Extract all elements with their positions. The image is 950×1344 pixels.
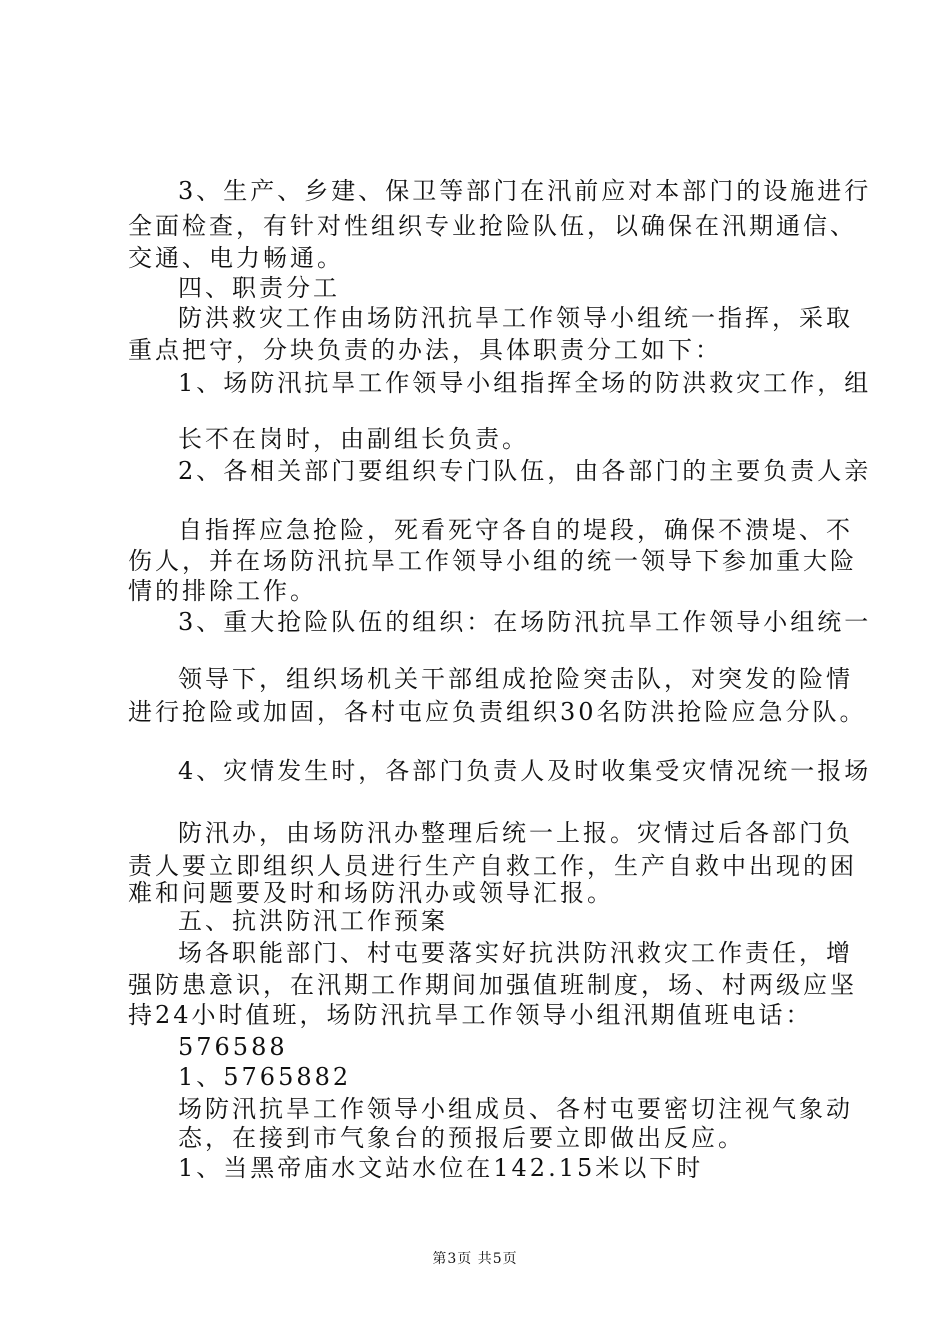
paragraph-line: 场防汛抗旱工作领导小组成员、各村屯要密切注视气象动 — [178, 1095, 853, 1123]
paragraph-line: 进行抢险或加固，各村屯应负责组织30名防洪抢险应急分队。 — [128, 698, 867, 726]
paragraph-line: 场各职能部门、村屯要落实好抗洪防汛救灾工作责任，增 — [178, 939, 853, 967]
paragraph-line: 重点把守，分块负责的办法，具体职责分工如下： — [128, 336, 722, 364]
paragraph-line: 强防患意识，在汛期工作期间加强值班制度，场、村两级应坚 — [128, 971, 857, 999]
paragraph-line: 长不在岗时，由副组长负责。 — [178, 425, 529, 453]
paragraph-line: 3、生产、乡建、保卫等部门在汛前应对本部门的设施进行 — [178, 177, 872, 205]
page-footer: 第3页 共5页 — [432, 1251, 518, 1267]
paragraph-line: 难和问题要及时和场防汛办或领导汇报。 — [128, 879, 614, 907]
section-heading: 四、职责分工 — [178, 274, 340, 302]
paragraph-line: 4、灾情发生时，各部门负责人及时收集受灾情况统一报场 — [178, 757, 872, 785]
paragraph-line: 自指挥应急抢险，死看死守各自的堤段，确保不溃堤、不 — [178, 516, 853, 544]
paragraph-line: 领导下，组织场机关干部组成抢险突击队，对突发的险情 — [178, 665, 853, 693]
paragraph-line: 防洪救灾工作由场防汛抗旱工作领导小组统一指挥，采取 — [178, 304, 853, 332]
paragraph-line: 交通、电力畅通。 — [128, 244, 344, 272]
paragraph-line: 576588 — [178, 1033, 288, 1061]
paragraph-line: 1、5765882 — [178, 1063, 352, 1091]
paragraph-line: 情的排除工作。 — [128, 577, 317, 605]
paragraph-line: 2、各相关部门要组织专门队伍，由各部门的主要负责人亲 — [178, 457, 872, 485]
paragraph-line: 伤人，并在场防汛抗旱工作领导小组的统一领导下参加重大险 — [128, 547, 857, 575]
section-heading: 五、抗洪防汛工作预案 — [178, 907, 448, 935]
paragraph-line: 责人要立即组织人员进行生产自救工作，生产自救中出现的困 — [128, 852, 857, 880]
paragraph-line: 持24小时值班，场防汛抗旱工作领导小组汛期值班电话： — [128, 1001, 813, 1029]
paragraph-line: 1、场防汛抗旱工作领导小组指挥全场的防洪救灾工作，组 — [178, 369, 872, 397]
paragraph-line: 全面检查，有针对性组织专业抢险队伍，以确保在汛期通信、 — [128, 212, 857, 240]
paragraph-line: 态，在接到市气象台的预报后要立即做出反应。 — [178, 1124, 745, 1152]
paragraph-line: 3、重大抢险队伍的组织：在场防汛抗旱工作领导小组统一 — [178, 608, 872, 636]
paragraph-line: 防汛办，由场防汛办整理后统一上报。灾情过后各部门负 — [178, 819, 853, 847]
paragraph-line: 1、当黑帝庙水文站水位在142.15米以下时 — [178, 1154, 704, 1182]
